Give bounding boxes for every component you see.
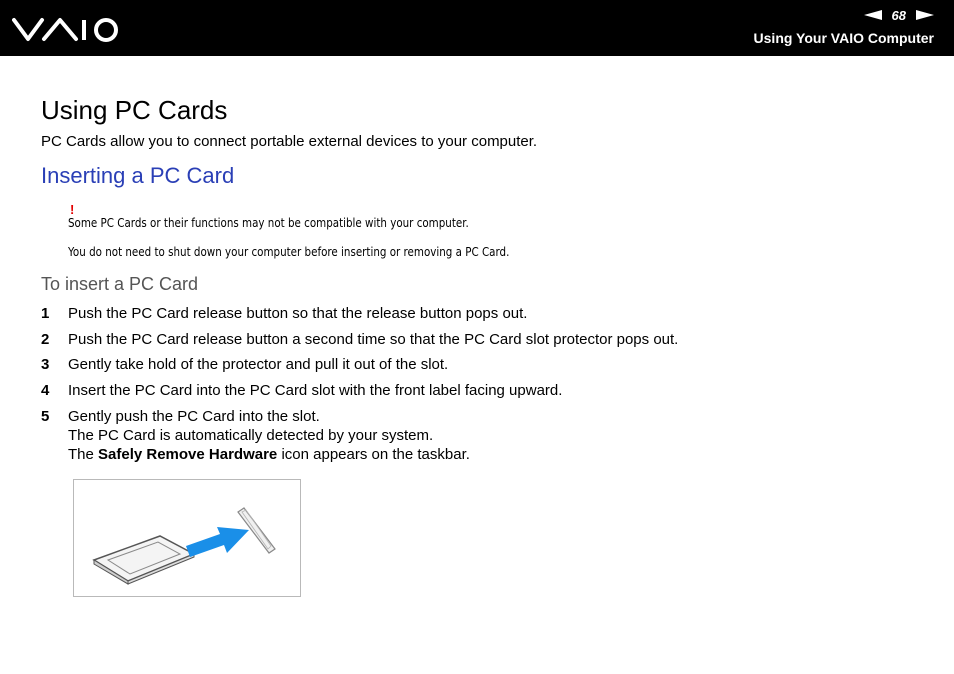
procedure-title: To insert a PC Card [41, 274, 199, 294]
page-number: 68 [891, 7, 906, 23]
pc-card-insertion-diagram [74, 480, 300, 596]
step-number: 4 [41, 382, 50, 399]
header-bar [0, 0, 954, 56]
pc-card-illustration [73, 479, 301, 597]
step-text: Insert the PC Card into the PC Card slot with the front label facing upward. [68, 382, 563, 399]
note-compatibility: Some PC Cards or their functions may not be compatible with your computer. [68, 216, 469, 230]
note-exclamation-icon: ! [70, 202, 75, 217]
page-title: Using PC Cards [41, 95, 228, 125]
left-arrow-icon[interactable] [864, 10, 882, 20]
step-detail: The PC Card is automatically detected by your system. [68, 427, 434, 444]
step-number: 5 [41, 408, 50, 425]
intro-text: PC Cards allow you to connect portable external devices to your computer. [41, 133, 538, 150]
right-arrow-icon[interactable] [916, 10, 934, 20]
step-number: 2 [41, 331, 50, 348]
safely-remove-hardware-label: Safely Remove Hardware [98, 446, 278, 463]
step-text: Gently take hold of the protector and pull it out of the slot. [68, 356, 449, 373]
vaio-logo [12, 12, 122, 46]
pc-card-icon [94, 536, 194, 584]
step-text-group [68, 407, 470, 464]
step-text: Push the PC Card release button so that the release button pops out. [68, 305, 528, 322]
note-hot-swap: You do not need to shut down your computer before inserting or removing a PC Card. [68, 245, 510, 259]
step-detail-suffix: icon appears on the taskbar. [277, 446, 470, 463]
step-text: Push the PC Card release button a second time so that the PC Card slot protector pops out. [68, 331, 679, 348]
step-text: Gently push the PC Card into the slot. [68, 408, 320, 425]
step-number: 1 [41, 305, 50, 322]
step-number: 3 [41, 356, 50, 373]
section-title: Using Your VAIO Computer [753, 30, 934, 46]
sub-heading: Inserting a PC Card [41, 163, 235, 188]
insert-arrow-icon [186, 527, 249, 557]
page-navigation [864, 6, 934, 24]
step-detail [68, 445, 470, 464]
step-detail-prefix: The [68, 446, 99, 463]
